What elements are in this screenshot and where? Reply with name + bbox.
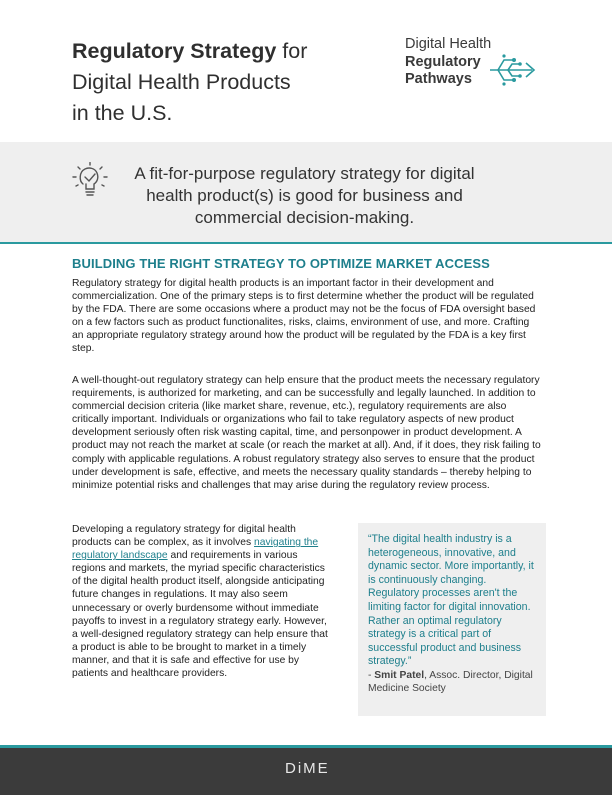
- key-message: A fit-for-purpose regulatory strategy for digital health product(s) is good for business and commercial decision-making.: [134, 164, 475, 227]
- key-message-band: [0, 142, 612, 244]
- page-title: [72, 36, 372, 129]
- footer-bar: [0, 745, 612, 795]
- pull-quote: [358, 523, 546, 716]
- brand-line3: Pathways: [405, 71, 472, 87]
- section-heading: BUILDING THE RIGHT STRATEGY TO OPTIMIZE MARKET ACCESS: [72, 256, 490, 271]
- quote-author: Smit Patel: [374, 669, 425, 681]
- paragraph-2: A well-thought-out regulatory strategy can help ensure that the product meets the necessary regulatory requirements, is authorized for marketing, and can be successfully and legally launched. In addition to commercial decision criteria (like market share, revenue, etc.), regulatory requirements are also critically important. Individuals or organizations who fail to take regulatory aspects of new product development seriously often risk wasting capital, time, and personpower in product development. A product may not reach the market at scale (or reach the market at all). And, if it does, they risk failing to comply with applicable regulations. A robust regulatory strategy also serves to ensure that the product under development is safe, effective, and meets the necessary quality standards – thereby helping to minimize potential risks and challenges that may arise during the regulatory review process.: [72, 375, 541, 491]
- dime-logo: DiME: [285, 760, 330, 777]
- paragraph-3-start: Developing a regulatory strategy for digital health products can be complex, as it involves: [72, 524, 296, 549]
- brand-logo: [405, 36, 491, 89]
- title-bold: Regulatory Strategy: [72, 39, 277, 63]
- quote-role: , Assoc. Director, Digital Medicine Society: [368, 669, 533, 695]
- title-line2: Digital Health Products: [72, 70, 291, 94]
- brand-line1: Digital Health: [405, 36, 492, 52]
- brand-line2: Regulatory: [405, 53, 481, 70]
- quote-attribution: [368, 669, 536, 696]
- regulatory-landscape-link[interactable]: navigating the regulatory landscape: [72, 537, 319, 562]
- lightbulb-check-icon: [72, 162, 108, 202]
- paragraph-1: Regulatory strategy for digital health products is an important factor in their development and commercialization. One of the primary steps is to first determine whether the product will be regulated by the FDA. There are some occasions where a product may not be the focus of FDA oversight based on a few factors such as product functionalites, risks, claims, environment of use, and more. Crafting an appropriate regulatory strategy around how the product will be regulated by the FDA is a key first step.: [72, 278, 536, 355]
- paragraph-3-end: and requirements in various regions and markets, the myriad specific characteristics of the digital health product itself, alongside anticipating future changes in regulations. It may also seem unnecessary or overly burdensome without immediate payoffs to invest in a regulatory strategy early. However, a well-designed regulatory strategy can help ensure that a product is able to be brought to market in a timely manner, and that it is safe and effective for use by patients and healthcare providers.: [72, 550, 328, 680]
- title-line3: in the U.S.: [72, 101, 173, 125]
- paragraph-3: [72, 523, 334, 680]
- quote-text: “The digital health industry is a heterogeneous, innovative, and dynamic sector. More importantly, it is continuously changing. Regulatory processes aren't the limiting factor for digital innovation. Rather an optimal regulatory strategy is a critical part of successful product and business strategy.”: [368, 533, 534, 668]
- quote-dash: -: [368, 669, 375, 681]
- circuit-arrow-icon: [488, 54, 538, 88]
- title-rest: for: [282, 39, 308, 63]
